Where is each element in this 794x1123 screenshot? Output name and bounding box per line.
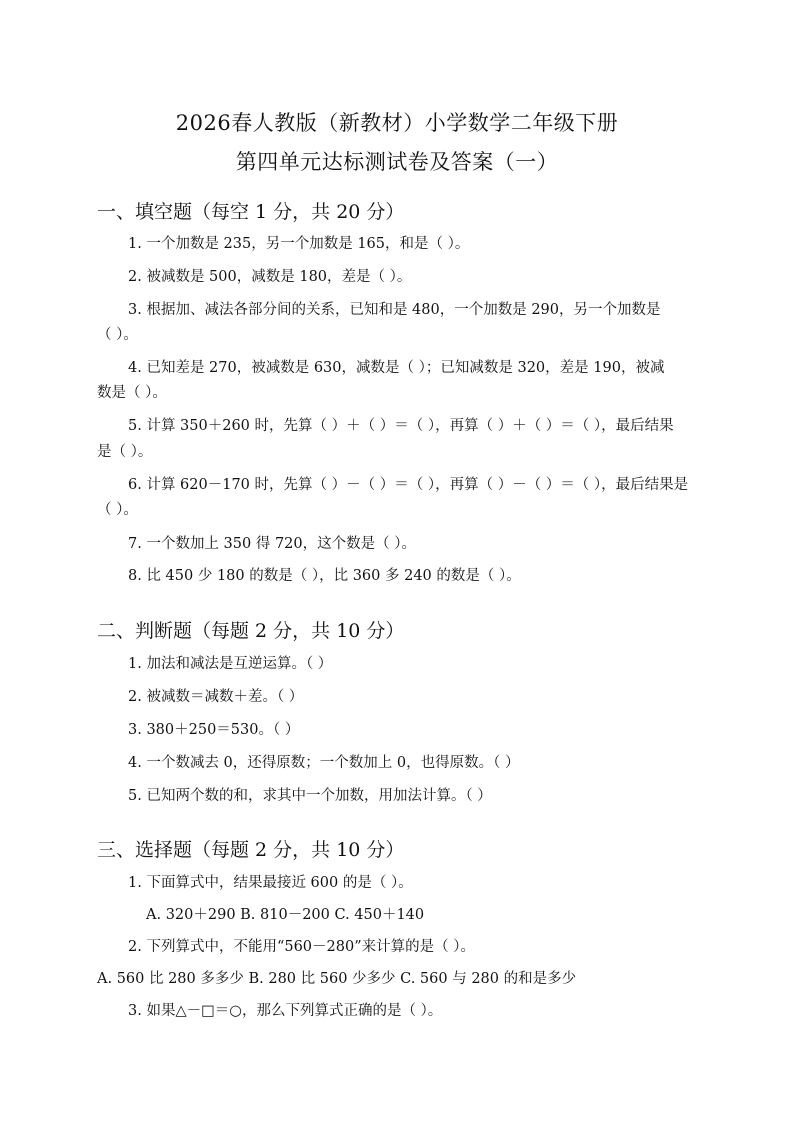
document-title-line1: 2026春人教版（新教材）小学数学二年级下册 [175, 111, 619, 135]
question-line: 3. 如果△－□＝○，那么下列算式正确的是（ ）。 [128, 1003, 443, 1019]
question-line: 4. 已知差是 270，被减数是 630，减数是（ ）；已知减数是 320，差是 190，被减 [128, 360, 665, 376]
question-line: 7. 一个数加上 350 得 720，这个数是（ ）。 [128, 536, 416, 552]
question-line: 4. 一个数减去 0，还得原数；一个数加上 0，也得原数。（ ） [128, 755, 520, 771]
document-title-line2: 第四单元达标测试卷及答案（一） [235, 150, 559, 174]
question-line: 5. 计算 350＋260 时，先算（ ）＋（ ）＝（ ），再算（ ）＋（ ）＝（ ），最后结果 [128, 418, 674, 434]
section-heading-true-false: 二、判断题（每题 2 分，共 10 分） [97, 620, 405, 642]
question-line: 8. 比 450 少 180 的数是（ ），比 360 多 240 的数是（ ）。 [128, 568, 521, 584]
question-line: 3. 380＋250＝530。（ ） [128, 722, 300, 738]
question-line: 1. 一个加数是 235，另一个加数是 165，和是（ ）。 [128, 236, 470, 252]
question-line-continued: 数是（ ）。 [97, 385, 167, 401]
question-line: 3. 根据加、减法各部分间的关系，已知和是 480，一个加数是 290，另一个加数是 [128, 302, 661, 318]
question-line: 1. 加法和减法是互逆运算。（ ） [128, 656, 333, 672]
question-line: 5. 已知两个数的和，求其中一个加数，用加法计算。（ ） [128, 788, 492, 804]
question-line: 2. 被减数＝减数＋差。（ ） [128, 689, 304, 705]
question-line-continued: 是（ ）。 [97, 444, 153, 460]
question-line: 2. 下列算式中，不能用“560－280”来计算的是（ ）。 [128, 939, 475, 955]
question-line: 1. 下面算式中，结果最接近 600 的是（ ）。 [128, 875, 413, 891]
choice-options: A. 320＋290 B. 810－200 C. 450＋140 [146, 907, 425, 923]
question-line-continued: （ ）。 [97, 502, 138, 518]
section-heading-fill-blank: 一、填空题（每空 1 分，共 20 分） [97, 201, 405, 223]
choice-options: A. 560 比 280 多多少 B. 280 比 560 少多少 C. 560 与 280 的和是多少 [97, 971, 577, 987]
question-line-continued: （ ）。 [97, 327, 138, 343]
section-heading-multiple-choice: 三、选择题（每题 2 分，共 10 分） [97, 839, 405, 861]
question-line: 2. 被减数是 500，减数是 180，差是（ ）。 [128, 269, 412, 285]
question-line: 6. 计算 620－170 时，先算（ ）－（ ）＝（ ），再算（ ）－（ ）＝（ ），最后结果是 [128, 477, 689, 493]
